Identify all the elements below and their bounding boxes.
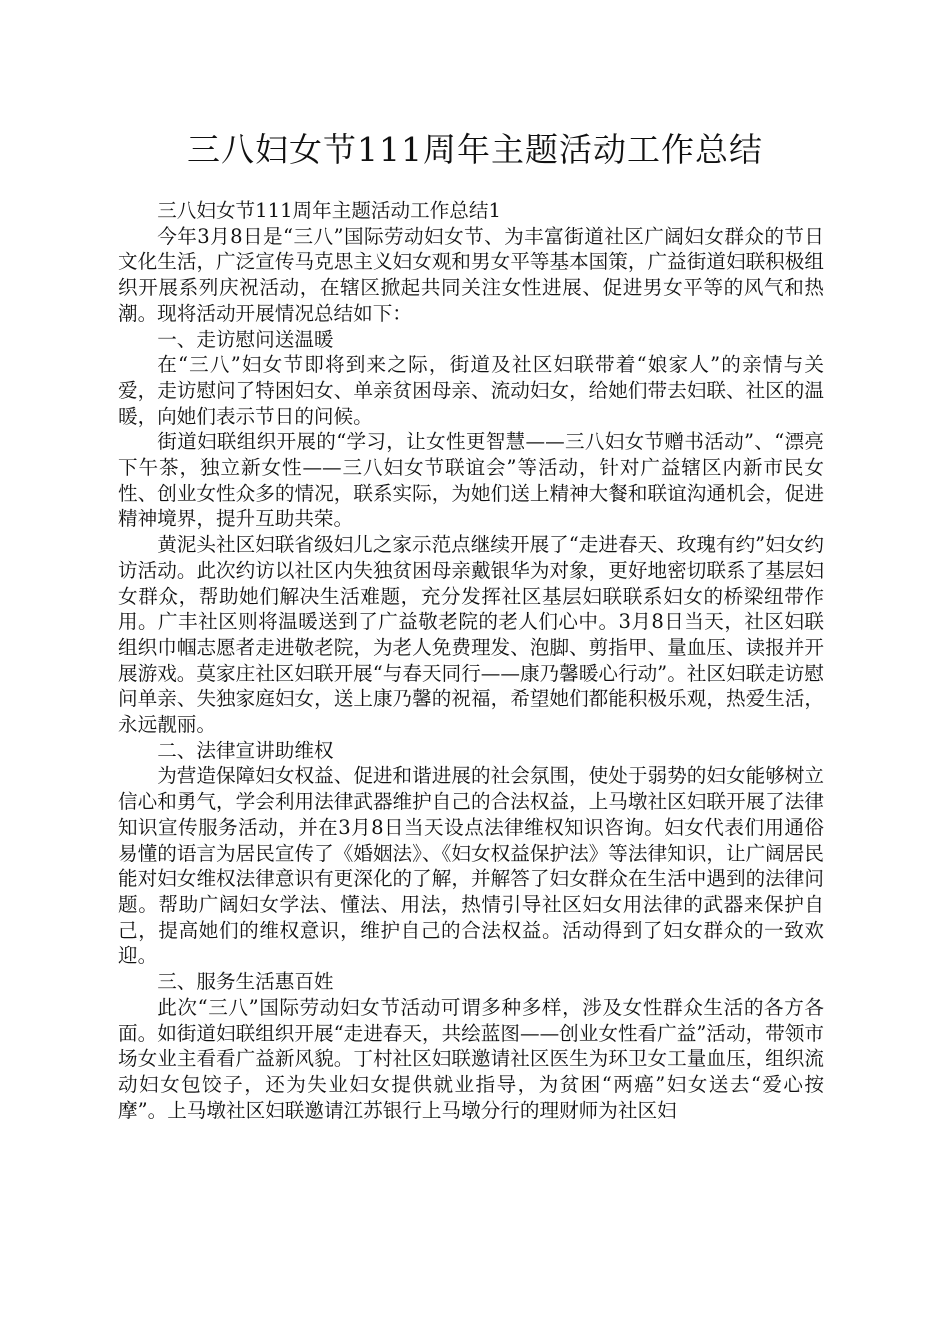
section-heading-2: 二、法律宣讲助维权 — [157, 738, 334, 762]
document-subtitle: 三八妇女节111周年主题活动工作总结1 — [157, 199, 501, 222]
section1-paragraph-2: 街道妇联组织开展的“学习，让女性更智慧——三八妇女节赠书活动”、“漂亮下午茶，独立新女性——三八妇女节联谊会”等活动，针对广益辖区内新市民女性、创业女性众多的情况，联系实际，为她们送上精神大餐和联谊沟通机会，促进精神境界，提升互助共荣。 — [118, 430, 824, 531]
section3-paragraph-1: 此次“三八”国际劳动妇女节活动可谓多种多样，涉及女性群众生活的各方各面。如街道妇联组织开展“走进春天，共绘蓝图——创业女性看广益”活动，带领市场女业主看看广益新风貌。丁村社区妇联邀请社区医生为环卫女工量血压，组织流动妇女包饺子，还为失业妇女提供就业指导，为贫困“两癌”妇女送去“爱心按摩”。上马墩社区妇联邀请江苏银行上马墩分行的理财师为社区妇 — [118, 995, 824, 1122]
section-heading-1: 一、走访慰问送温暖 — [157, 327, 334, 351]
document-title: 三八妇女节111周年主题活动工作总结 — [187, 130, 763, 169]
section-heading-3: 三、服务生活惠百姓 — [157, 970, 334, 994]
intro-paragraph: 今年3月8日是“三八”国际劳动妇女节、为丰富街道社区广阔妇女群众的节日文化生活，广泛宣传马克思主义妇女观和男女平等基本国策，广益街道妇联积极组织开展系列庆祝活动，在辖区掀起共同关注女性进展、促进男女平等的风气和热潮。现将活动开展情况总结如下： — [118, 224, 824, 325]
section2-paragraph-1: 为营造保障妇女权益、促进和谐进展的社会氛围，使处于弱势的妇女能够树立信心和勇气，学会利用法律武器维护自己的合法权益，上马墩社区妇联开展了法律知识宣传服务活动，并在3月8日当天设点法律维权知识咨询。妇女代表们用通俗易懂的语言为居民宣传了《婚姻法》、《妇女权益保护法》等法律知识，让广阔居民能对妇女维权法律意识有更深化的了解，并解答了妇女群众在生活中遇到的法律问题。帮助广阔妇女学法、懂法、用法，热情引导社区妇女用法律的武器来保护自己，提高她们的维权意识，维护自己的合法权益。活动得到了妇女群众的一致欢迎。 — [118, 764, 824, 968]
section1-paragraph-1: 在“三八”妇女节即将到来之际，街道及社区妇联带着“娘家人”的亲情与关爱，走访慰问了特困妇女、单亲贫困母亲、流动妇女，给她们带去妇联、社区的温暖，向她们表示节日的问候。 — [118, 353, 824, 428]
document-body — [118, 198, 824, 1123]
section1-paragraph-3: 黄泥头社区妇联省级妇儿之家示范点继续开展了“走进春天、玫瑰有约”妇女约访活动。此次约访以社区内失独贫困母亲戴银华为对象，更好地密切联系了基层妇女群众，帮助她们解决生活难题，充分发挥社区基层妇联联系妇女的桥梁纽带作用。广丰社区则将温暖送到了广益敬老院的老人们心中。3月8日当天，社区妇联组织巾帼志愿者走进敬老院，为老人免费理发、泡脚、剪指甲、量血压、读报并开展游戏。莫家庄社区妇联开展“与春天同行——康乃馨暖心行动”。社区妇联走访慰问单亲、失独家庭妇女，送上康乃馨的祝福，希望她们都能积极乐观，热爱生活，永远靓丽。 — [118, 533, 824, 737]
